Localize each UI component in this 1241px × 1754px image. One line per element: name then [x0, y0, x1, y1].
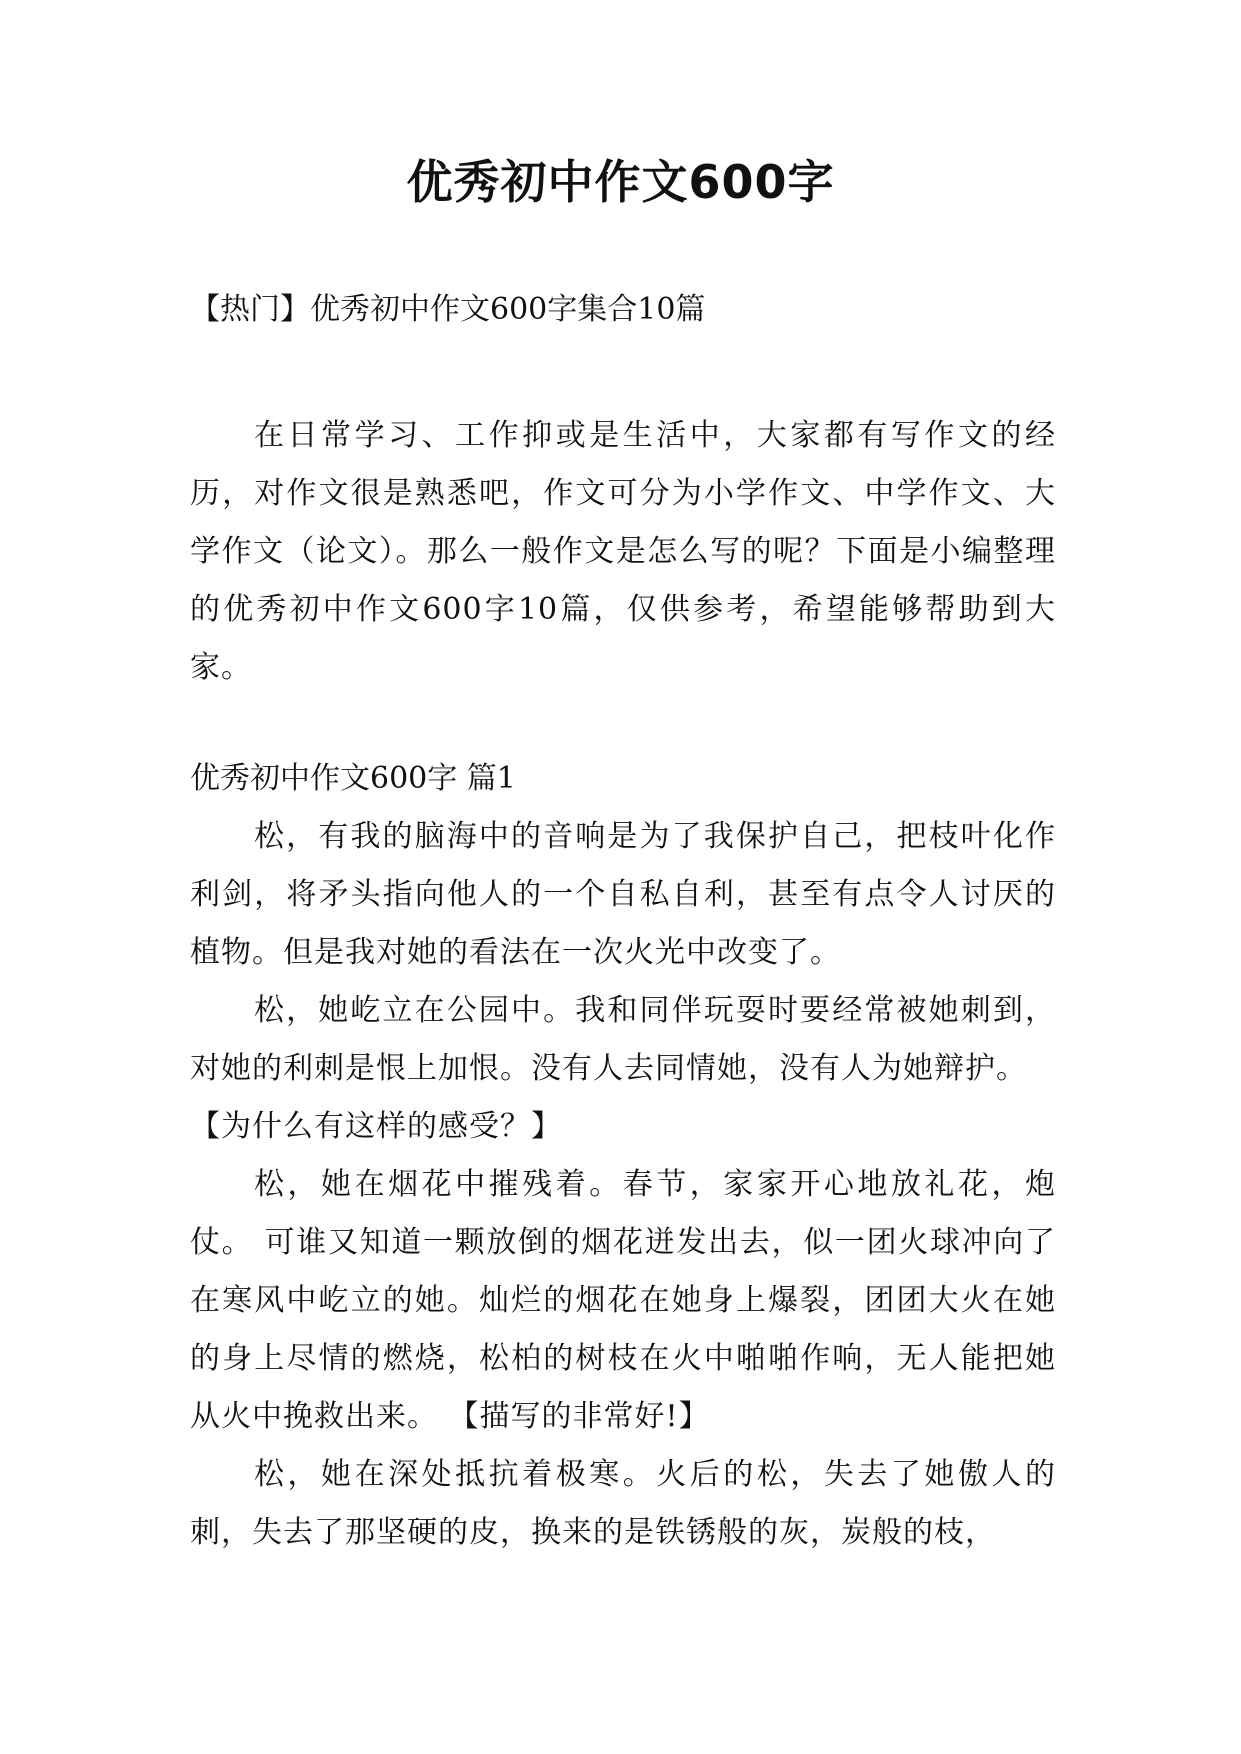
document-title: 优秀初中作文600字 [406, 155, 835, 209]
comment-note: 【为什么有这样的感受？】 [190, 1109, 562, 1144]
intro-paragraph: 在日常学习、工作抑或是生活中，大家都有写作文的经历，对作文很是熟悉吧，作文可分为小学作文、中学作文、大学作文（论文）。那么一般作文是怎么写的呢？下面是小编整理的优秀初中作文600字10篇，仅供参考，希望能够帮助到大家。 [190, 418, 1056, 685]
body-paragraph-4: 松，她在深处抵抗着极寒。火后的松，失去了她傲人的刺，失去了那坚硬的皮，换来的是铁锈般的灰，炭般的枝， [190, 1457, 1056, 1550]
article-block [190, 750, 1056, 1562]
body-paragraph-1: 松，有我的脑海中的音响是为了我保护自己，把枝叶化作利剑，将矛头指向他人的一个自私自利，甚至有点令人讨厌的植物。但是我对她的看法在一次火光中改变了。 [190, 819, 1056, 970]
document-subtitle: 【热门】优秀初中作文600字集合10篇 [190, 292, 706, 327]
body-paragraph-3: 松，她在烟花中摧残着。春节，家家开心地放礼花，炮仗。 可谁又知道一颗放倒的烟花迸发出去，似一团火球冲向了在寒风中屹立的她。灿烂的烟花在她身上爆裂，团团大火在她的身上尽情的燃烧，松柏的树枝在火中啪啪作响，无人能把她从火中挽救出来。 【描写的非常好!】 [190, 1167, 1056, 1434]
body-paragraph-2: 松，她屹立在公园中。我和同伴玩耍时要经常被她刺到，对她的利刺是恨上加恨。没有人去同情她，没有人为她辩护。 [190, 993, 1056, 1086]
intro-block [190, 407, 1056, 697]
section-heading: 优秀初中作文600字 篇1 [190, 761, 516, 796]
